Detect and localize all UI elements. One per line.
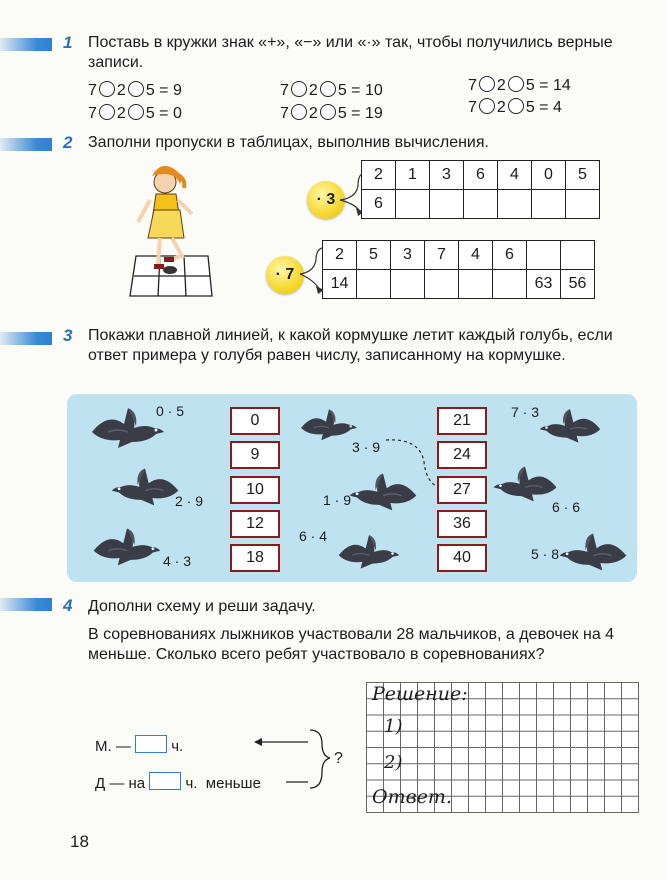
multiplier-badge: · 3: [307, 181, 345, 219]
equation: 7 2 5 = 10: [280, 82, 383, 99]
girl-hopscotch-illustration: [120, 160, 220, 300]
task-number: 3: [63, 326, 73, 345]
multiplication-table-3: [361, 160, 600, 219]
table-cell: 3: [391, 241, 425, 270]
scheme-boys-line: М. — ч.: [95, 735, 183, 755]
sign-circle[interactable]: [128, 104, 144, 120]
feeder-box[interactable]: 18: [230, 544, 280, 572]
answer-cell[interactable]: [527, 241, 561, 270]
feeder-box[interactable]: 40: [437, 544, 487, 572]
table-cell: 1: [396, 161, 430, 190]
sign-circle[interactable]: [508, 76, 524, 92]
pigeon-example: 5 · 8: [531, 546, 560, 562]
sign-circle[interactable]: [99, 104, 115, 120]
task-marker-bar: [0, 332, 52, 345]
pigeon-icon: [108, 460, 182, 512]
answer-cell[interactable]: [357, 270, 391, 299]
task-marker-bar: [0, 38, 52, 51]
answer-cell[interactable]: [561, 241, 595, 270]
table-cell: 4: [498, 161, 532, 190]
answer-cell[interactable]: [493, 270, 527, 299]
task-number: 2: [63, 133, 73, 152]
table-cell: 4: [459, 241, 493, 270]
task-marker-bar: [0, 138, 52, 151]
dashed-example-line: [380, 434, 442, 494]
scheme-bracket: [250, 726, 340, 796]
table-cell: 2: [362, 161, 396, 190]
feeder-box[interactable]: 9: [230, 441, 280, 469]
task-text: Покажи плавной линией, к какой кормушке летит каждый голубь, если ответ примера у голубя равен числу, записанному на кормушке.: [88, 327, 613, 364]
answer-cell[interactable]: [425, 270, 459, 299]
pigeon-icon: [490, 456, 560, 510]
pigeon-example: 1 · 9: [323, 492, 352, 508]
sign-circle[interactable]: [508, 98, 524, 114]
equation: 7 2 5 = 0: [88, 105, 182, 122]
table-cell: 6: [493, 241, 527, 270]
feeder-box[interactable]: 10: [230, 476, 280, 504]
answer-cell[interactable]: [464, 190, 498, 219]
pigeon-example: 2 · 9: [175, 493, 204, 509]
answer-cell[interactable]: [459, 270, 493, 299]
pigeon-example: 6 · 4: [299, 528, 328, 544]
solution-heading: Решение:: [372, 683, 468, 705]
equation: 7 2 5 = 14: [468, 77, 571, 94]
table-cell: 6: [464, 161, 498, 190]
task-number: 4: [63, 596, 73, 615]
answer-cell[interactable]: [430, 190, 464, 219]
table-cell: 5: [357, 241, 391, 270]
answer-cell[interactable]: [396, 190, 430, 219]
table-cell: 6: [362, 190, 396, 219]
table-cell: 5: [566, 161, 600, 190]
pigeon-example: 3 · 9: [352, 439, 381, 455]
feeder-box[interactable]: 12: [230, 510, 280, 538]
solution-step-1: 1): [384, 716, 403, 737]
scheme-blank[interactable]: [135, 735, 167, 753]
answer-cell[interactable]: [566, 190, 600, 219]
table-cell: 63: [527, 270, 561, 299]
pigeon-example: 4 · 3: [163, 553, 192, 569]
sign-circle[interactable]: [99, 81, 115, 97]
pigeon-icon: [298, 402, 360, 446]
pigeon-example: 7 · 3: [511, 404, 540, 420]
pigeon-icon: [530, 404, 610, 446]
multiplication-table-7: [322, 240, 595, 299]
sign-circle[interactable]: [320, 104, 336, 120]
equation: 7 2 5 = 4: [468, 99, 562, 116]
sign-circle[interactable]: [128, 81, 144, 97]
answer-cell[interactable]: [532, 190, 566, 219]
task-number: 1: [63, 33, 73, 52]
feeder-box[interactable]: 36: [437, 510, 487, 538]
equation: 7 2 5 = 9: [88, 82, 182, 99]
pigeon-example: 0 · 5: [156, 403, 185, 419]
sign-circle[interactable]: [291, 81, 307, 97]
table-cell: 0: [532, 161, 566, 190]
table-cell: 2: [323, 241, 357, 270]
feeder-box[interactable]: 21: [437, 407, 487, 435]
solution-answer: Ответ.: [372, 786, 452, 808]
pigeon-example: 6 · 6: [552, 499, 581, 515]
feeder-box[interactable]: 0: [230, 407, 280, 435]
answer-cell[interactable]: [391, 270, 425, 299]
feeder-box[interactable]: 24: [437, 441, 487, 469]
scheme-girls-line: Д — на ч. меньше: [95, 772, 261, 792]
page-number: 18: [70, 832, 89, 851]
sign-circle[interactable]: [479, 98, 495, 114]
sign-circle[interactable]: [291, 104, 307, 120]
task-text: Поставь в кружки знак «+», «−» или «·» так, чтобы получились верные записи.: [88, 34, 613, 71]
task-title: Дополни схему и реши задачу.: [88, 598, 316, 615]
task-text: В соревнованиях лыжников участвовали 28 мальчиков, а девочек на 4 меньше. Сколько всего ребят участвовало в соревнованиях?: [88, 626, 615, 663]
task-text: Заполни пропуски в таблицах, выполнив вычисления.: [88, 134, 489, 151]
feeder-box[interactable]: 27: [437, 476, 487, 504]
table-cell: 3: [430, 161, 464, 190]
sign-circle[interactable]: [320, 81, 336, 97]
table-cell: 56: [561, 270, 595, 299]
scheme-blank[interactable]: [149, 772, 181, 790]
arrow-connector: [298, 244, 324, 296]
task-marker-bar: [0, 598, 52, 611]
solution-step-2: 2): [384, 752, 403, 773]
pigeon-icon: [556, 526, 630, 576]
sign-circle[interactable]: [479, 76, 495, 92]
multiplier-badge: · 7: [266, 256, 304, 294]
answer-cell[interactable]: [498, 190, 532, 219]
table-cell: 7: [425, 241, 459, 270]
pigeon-icon: [90, 520, 164, 572]
pigeon-icon: [330, 530, 408, 572]
scheme-question: ?: [334, 750, 343, 767]
equation: 7 2 5 = 19: [280, 105, 383, 122]
table-cell: 14: [323, 270, 357, 299]
